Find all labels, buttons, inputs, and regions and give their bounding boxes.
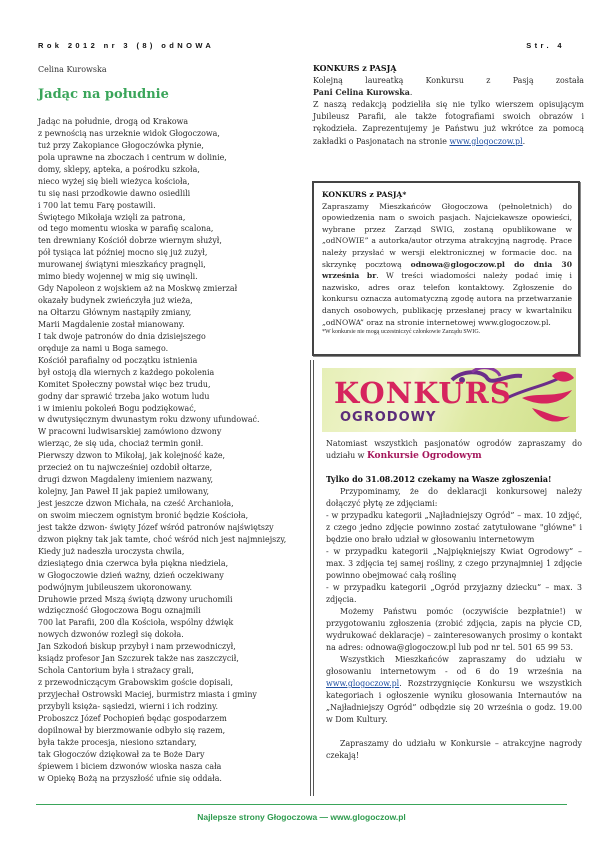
logo-word: KONKURS: [334, 376, 512, 410]
garden-paragraph-3-end: . Rozstrzygnięcie Konkursu we wszystkich kategoriach i ogłoszenie wyniku głosowania Internautów na „Najładniejszy Ogród” odbędzie się 20 września o godz. 19.00 w Dom Kultury.: [326, 679, 582, 724]
poem-line: nowych dzwonów rozległ się dokoła.: [38, 630, 184, 640]
logo-subtitle: OGRODOWY: [340, 410, 437, 425]
poem-line: kolejny, Jan Paweł II jak papież umiłowany,: [38, 487, 209, 497]
intro-section: [305, 63, 590, 148]
poem-line: przecież on tu najwcześniej ozdobił ołtarze,: [38, 463, 213, 473]
garden-intro: Natomiast wszystkich pasjonatów ogrodów zapraszamy do udziału w: [326, 439, 582, 460]
poem-line: Jan Szkodoń biskup przybył i nam przewodniczył,: [38, 642, 236, 652]
poem-line: Proboszcz Józef Pochopień będąc gospodarzem: [38, 713, 227, 723]
poem-author: Celina Kurowska: [38, 65, 107, 74]
poem-line: Świętego Mikołaja wzięli za patrona,: [38, 212, 186, 222]
poem-line: wierząc, że się uda, chociaż termin gonił.: [38, 439, 204, 449]
poem-line: pół tysiąca lat później mocno się już zużył,: [38, 248, 208, 258]
poem-line: Jadąc na południe, drogą od Krakowa: [38, 117, 189, 126]
garden-category-3: - w przypadku kategorii „Ogród przyjazny dziecku” – max. 3 zdjęcia.: [326, 583, 582, 604]
poem-line: domy, sklepy, apteka, a pośrodku szkoła,: [38, 164, 200, 174]
poem-line: w Głogoczowie dzień ważny, dzień oczekiwany: [38, 570, 224, 580]
garden-closing: Zapraszamy do udziału w Konkursie – atrakcyjne nagrody czekają!: [326, 739, 582, 760]
poem-line: Marii Magdalenie został mianowany.: [38, 319, 185, 329]
garden-paragraph-1: Przypominamy, że do deklaracji konkursowej należy dołączyć płytę ze zdjęciami:: [326, 487, 582, 508]
punctuation: .: [522, 136, 526, 146]
poem-line: Kościół parafialny od początku istnienia: [38, 355, 198, 365]
poem-line: W pracowni ludwisarskiej zamówiono dzwony: [38, 427, 222, 437]
konkurs-ogrodowy-logo: [322, 368, 576, 432]
footer-text: Najlepsze strony Głogoczowa — www.glogoczow.pl: [197, 812, 406, 822]
poem-line: przybyli księża- sąsiedzi, wierni i ich rodziny.: [38, 701, 218, 711]
intro-body: Z naszą redakcją podzieliła się nie tylko wierszem opisującym Jubileusz Parafii, ale także fotografiami swoich obrazów i rękodzieła. Zaprezentujemy je Państwu już wkrótce za pomocą zakładki o Pasjonatach na stronie: [313, 100, 584, 146]
poem-line: Kiedy już nadeszła uroczysta chwila,: [38, 546, 185, 556]
poem-line: i w imieniu pokoleń Bogu podziękować,: [38, 403, 197, 413]
double-rule-divider: [310, 360, 314, 796]
poem-line: Druhowie przed Mszą świętą dzwony uruchomili: [38, 594, 233, 604]
poem-line: z pewnością nas urzeknie widok Głogoczowa,: [38, 128, 220, 138]
poem-line: oręduje za nami u Boga samego.: [38, 343, 169, 353]
intro-heading: KONKURS z PASJĄ: [313, 64, 397, 73]
poem-line: na Ołtarzu Głównym nastąpiły zmiany,: [38, 308, 192, 317]
poem-line: Pierwszy dzwon to Mikołaj, jak kolejność każe,: [38, 451, 226, 461]
poem-line: ten drewniany Kościół dobrze wiernym służył,: [38, 236, 222, 246]
garden-category-2: - w przypadku kategorii „Najpiękniejszy Kwiat Ogrodowy” – max. 3 zdjęcia tej samej rośliny, z czego przynajmniej 1 zdjęcie powinno obejmować całą roślinę: [326, 547, 582, 580]
poem-line: był ostoją dla wiernych z każdego pokolenia: [38, 367, 215, 377]
page-header: [38, 41, 565, 53]
contest-box: [312, 181, 580, 356]
winner-name: Pani Celina Kurowska: [313, 88, 410, 98]
poem-line: ksiądz profesor Jan Szczurek także nas zaszczycił,: [38, 654, 239, 664]
poem-line: dopilnował by bierzmowanie odbyło się razem,: [38, 725, 226, 735]
poem-line: śpiewem i biciem dzwonów wioska nasza cała: [38, 761, 222, 771]
box-footnote: *W konkursie nie mogą uczestniczyć członkowie Zarządu SWIG.: [322, 329, 481, 336]
poem-line: i 700 lat temu Farę postawili.: [38, 200, 156, 210]
poem-line: była także procesja, niesiono sztandary,: [38, 737, 197, 747]
box-body-2: . W treści wiadomości należy podać imię i nazwisko, adres oraz telefon kontaktowy. Zgłoszenie do konkursu oznacza automatyczną zgodę autora na przetwarzanie danych osobowych, publikację przesłanej pracy w kwartalniku „odNOWA” oraz na stronie internetowej www.glogoczow.pl.: [322, 271, 572, 327]
poem-line: tuż przy Zakopiance Głogoczówka płynie,: [38, 140, 204, 150]
page-number: Str. 4: [526, 41, 565, 50]
poem-line: 700 lat Parafii, 200 dla Kościoła, wspólny dźwięk: [38, 618, 234, 628]
poem-line: pola uprawne na zboczach i centrum w dolinie,: [38, 152, 227, 162]
poem-line: jest także dzwon- święty Józef wśród patronów najświętszy: [38, 522, 274, 532]
poem-line: dzwon piękny tak jak tamte, choć wśród nich jest najmniejszy,: [38, 534, 287, 544]
intro-line: Kolejną laureatką Konkursu z Pasją została: [313, 76, 584, 86]
poem-line: wdzięczność Głogoczowa Bogu oznajmili: [38, 606, 201, 616]
poem-line: w dwutysięcznym dwunastym roku dzwony ufundować.: [38, 415, 260, 425]
punctuation: .: [409, 88, 413, 98]
garden-category-1: - w przypadku kategorii „Najładniejszy Ogród” – max. 10 zdjęć, z czego jedno zdjęcie powinno zostać zatytułowane "główne" i będzie ono brało udział w głosowaniu internetowym: [326, 511, 582, 544]
poem-line: tu się nasi przodkowie dawno osiedlili: [38, 188, 191, 198]
poem-line: od tego momentu wioska w parafię scalona,: [38, 224, 214, 234]
garden-contest-section: [326, 438, 582, 762]
poem-line: on swoim mieczem ognistym bronić będzie Kościoła,: [38, 510, 249, 520]
poem-line: drugi dzwon Magdaleny imieniem nazwany,: [38, 475, 213, 485]
garden-contest-name: Konkursie Ogrodowym: [366, 451, 482, 461]
garden-paragraph-2: Możemy Państwu pomóc (oczywiście bezpłatnie!) w przygotowaniu zgłoszenia (zrobić zdjęcia, zapis na płycie CD, wydrukować deklaracje) – zainteresowanych prosimy o kontakt na adres: odnowa@glogoczow.pl lub pod nr tel. 501 65 99 53.: [326, 607, 582, 652]
poem-line: Schola Cantorium była i strażacy grali,: [38, 666, 194, 676]
issue-label: Rok 2012 nr 3 (8) odNOWA: [38, 41, 215, 50]
poem-title: Jadąc na południe: [38, 87, 169, 102]
poem-line: Gdy Napoleon z wojskiem aż na Moskwę zmierzał: [38, 284, 238, 294]
poem-line: tak Głogoczów dziękował za te Boże Dary: [38, 749, 205, 759]
poem-line: godny dar sprawić trzeba jako wotum ludu: [38, 391, 210, 401]
poem-line: murowanej świątyni mieszkańcy pragnęli,: [38, 260, 206, 270]
poem-column: [38, 63, 300, 785]
garden-paragraph-3: Wszystkich Mieszkańców zapraszamy do udziału w głosowaniu internetowym - od 6 do 19 września na: [326, 655, 582, 676]
footer-rule: [36, 804, 567, 805]
poem-body: [38, 116, 300, 785]
box-heading: KONKURS z PASJĄ*: [322, 190, 407, 199]
poem-line: przyjechał Ostrowski Maciej, burmistrz miasta i gminy: [38, 690, 257, 699]
poem-line: okazały budynek zwieńczyła już wieża,: [38, 296, 193, 306]
poem-line: dziesiątego dnia czerwca była piękna niedziela,: [38, 558, 229, 568]
poem-line: z przewodniczącym Grabowskim goście dopisali,: [38, 678, 233, 688]
box-deadline: odnowa@glogoczow.pl do dnia 30 września br: [322, 259, 572, 281]
poem-line: Komitet Społeczny powstał więc bez trudu,: [38, 379, 211, 389]
poem-line: podwójnym jubileuszem ukoronowany.: [38, 582, 193, 592]
poem-line: nieco wyżej się bieli wieżyca kościoła,: [38, 176, 190, 186]
garden-deadline: Tylko do 31.08.2012 czekamy na Wasze zgłoszenia!: [326, 475, 552, 484]
website-link[interactable]: www.glogoczow.pl: [449, 136, 523, 146]
box-body-1: Zapraszamy Mieszkańców Głogoczowa (pełnoletnich) do opowiedzenia nam o swoich pasjach. Najciekawsze opowieści, wybrane przez Zarząd SWIG, zostaną opublikowane w „odNOWIE” a autorka/autor otrzyma atrakcyjną nagrodę. Prace należy przysłać w wersji elektronicznej w formacie doc. na skrzynkę pocztową: [322, 201, 572, 269]
poem-line: mimo biedy wojennej w mig się uwinęli.: [38, 272, 198, 282]
website-link[interactable]: www.glogoczow.pl: [326, 679, 400, 688]
poem-line: w Opiekę Bożą na przyszłość ufnie się oddała.: [38, 773, 222, 783]
poem-line: I tak dwoje patronów do dnia dzisiejszego: [38, 331, 206, 341]
poem-line: jest jeszcze dzwon Michała, na cześć Archanioła,: [38, 499, 234, 508]
